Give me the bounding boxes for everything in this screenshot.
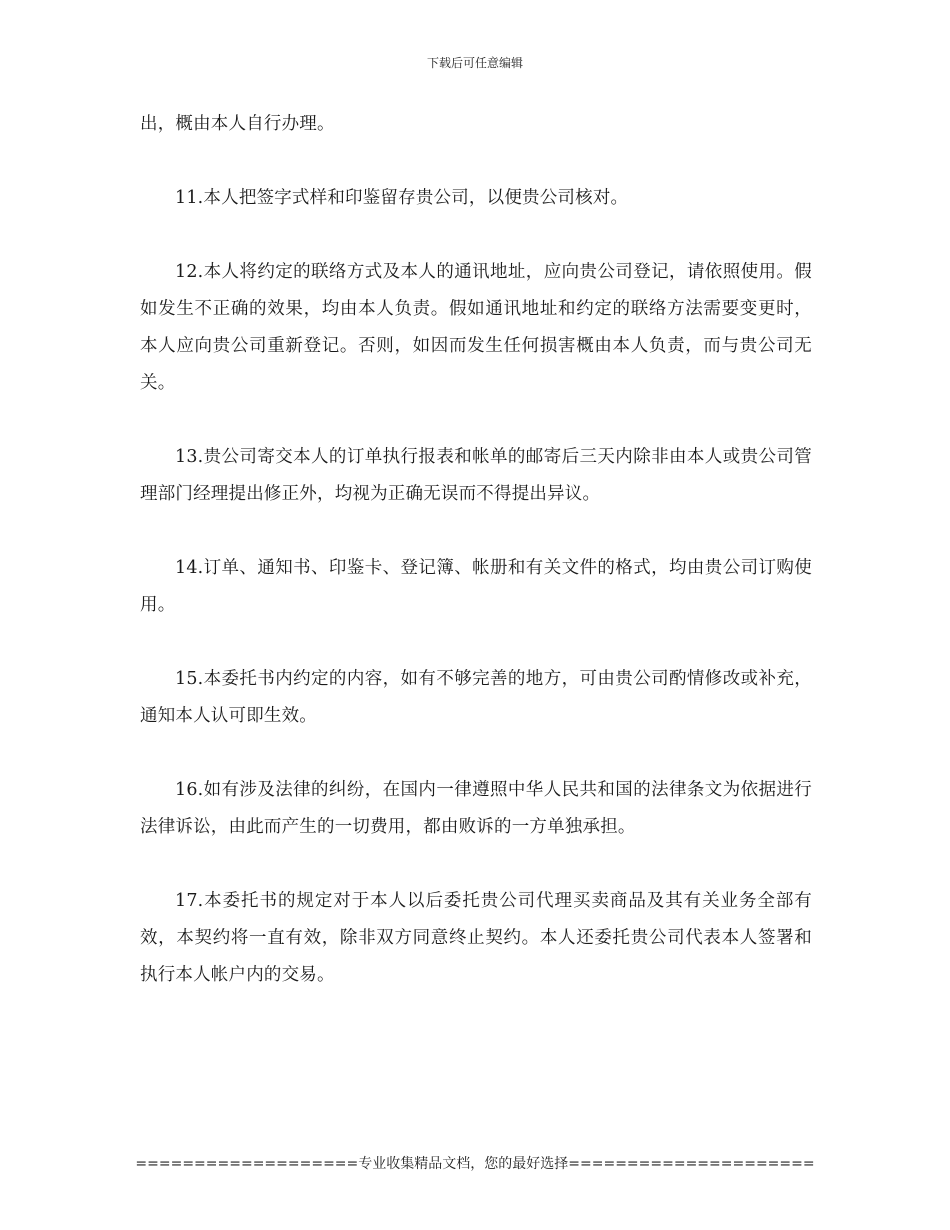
clause-13: 13.贵公司寄交本人的订单执行报表和帐单的邮寄后三天内除非由本人或贵公司管理部门经理提出修正外，均视为正确无误而不得提出异议。	[140, 447, 812, 504]
clause-11: 11.本人把签字式样和印鉴留存贵公司，以便贵公司核对。	[175, 188, 629, 208]
clause-17: 17.本委托书的规定对于本人以后委托贵公司代理买卖商品及其有关业务全部有效，本契约将一直有效，除非双方同意终止契约。本人还委托贵公司代表本人签署和执行本人帐户内的交易。	[140, 891, 812, 985]
clause-16: 16.如有涉及法律的纠纷，在国内一律遵照中华人民共和国的法律条文为依据进行法律诉讼，由此而产生的一切费用，都由败诉的一方单独承担。	[140, 780, 812, 837]
clause-12: 12.本人将约定的联络方式及本人的通讯地址，应向贵公司登记，请依照使用。假如发生不正确的效果，均由本人负责。假如通讯地址和约定的联络方法需要变更时，本人应向贵公司重新登记。否则，如因而发生任何损害概由本人负责，而与贵公司无关。	[140, 262, 812, 393]
clause-14: 14.订单、通知书、印鉴卡、登记簿、帐册和有关文件的格式，均由贵公司订购使用。	[140, 558, 812, 615]
paragraph-continuation: 出，概由本人自行办理。	[140, 114, 335, 134]
page-footer: ===================专业收集精品文档，您的最好选择=====================	[135, 1156, 815, 1172]
document-body	[140, 106, 812, 994]
page-header: 下载后可任意编辑	[426, 56, 523, 70]
clause-15: 15.本委托书内约定的内容，如有不够完善的地方，可由贵公司酌情修改或补充，通知本人认可即生效。	[140, 669, 812, 726]
